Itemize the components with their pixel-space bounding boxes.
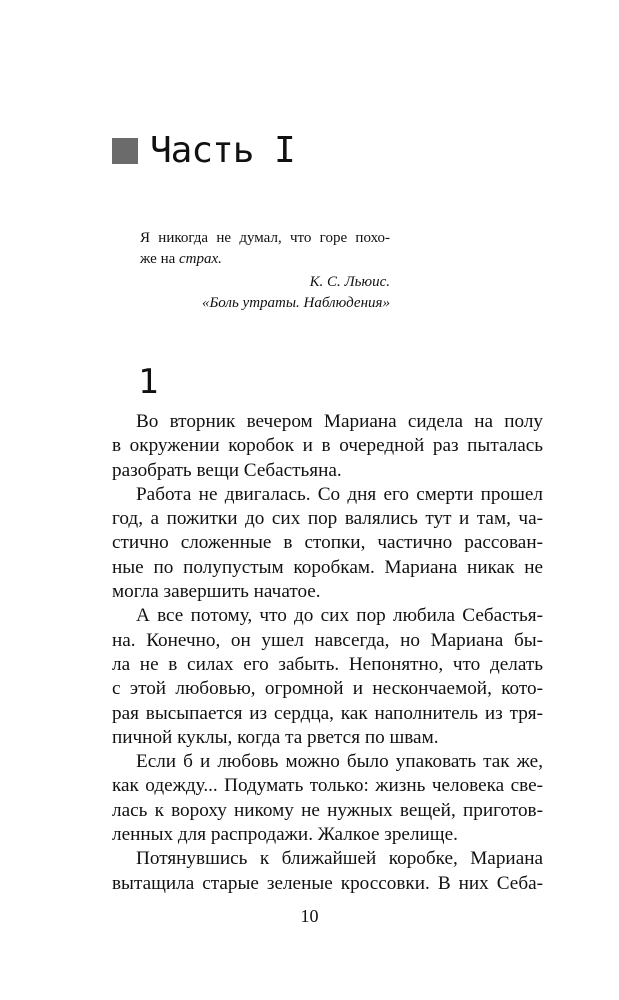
- text-line: А все потому, что до сих пор любила Себастья-: [136, 605, 543, 627]
- epigraph-emphasis: страх.: [179, 251, 222, 267]
- text-line: пичной куклы, когда та рвется по швам.: [112, 726, 439, 748]
- text-line: на. Конечно, он ушел навсегда, но Мариана бы-: [112, 629, 543, 651]
- text-line: ленных для распродажи. Жалкое зрелище.: [112, 824, 458, 846]
- text-line: Потянувшись к ближайшей коробке, Мариана: [136, 848, 543, 870]
- text-line: разобрать вещи Себастьяна.: [112, 459, 342, 481]
- body-text: [112, 410, 543, 896]
- epigraph-author: К. С. Льюис.: [309, 274, 390, 290]
- epigraph-source: «Боль утраты. Наблюдения»: [201, 295, 390, 311]
- text-line: с этой любовью, огромной и нескончаемой, кото-: [112, 678, 543, 700]
- text-line: в окружении коробок и в очередной раз пыталась: [112, 435, 543, 457]
- text-line: ла не в силах его забыть. Непонятно, что делать: [112, 653, 543, 675]
- text-line: стично сложенные в стопки, частично рассован-: [112, 532, 543, 554]
- part-heading: [112, 130, 295, 171]
- chapter-number: 1: [138, 362, 159, 402]
- text-line: как одежду... Подумать только: жизнь человека све-: [112, 775, 543, 797]
- part-title: Часть I: [150, 130, 295, 171]
- part-square-icon: [112, 138, 138, 164]
- text-line: Если б и любовь можно было упаковать так же,: [136, 751, 543, 773]
- text-line: Во вторник вечером Мариана сидела на полу: [136, 411, 543, 432]
- text-line: рая высыпается из сердца, как наполнитель из тря-: [112, 702, 543, 724]
- page-number: 10: [300, 906, 319, 926]
- text-line: лась к вороху никому не нужных вещей, приготов-: [112, 799, 543, 821]
- text-line: Работа не двигалась. Со дня его смерти прошел: [136, 483, 543, 505]
- text-line: могла завершить начатое.: [112, 581, 321, 603]
- epigraph: [140, 228, 390, 314]
- text-line: ные по полупустым коробкам. Мариана никак не: [112, 556, 543, 578]
- text-line: год, а пожитки до сих пор валялись тут и там, ча-: [112, 508, 543, 530]
- epigraph-line-1: Я никогда не думал, что горе похо-: [140, 230, 390, 246]
- text-line: вытащила старые зеленые кроссовки. В них Себа-: [112, 872, 543, 894]
- epigraph-line-2-text: же на: [140, 251, 180, 267]
- epigraph-line-2: [140, 249, 390, 270]
